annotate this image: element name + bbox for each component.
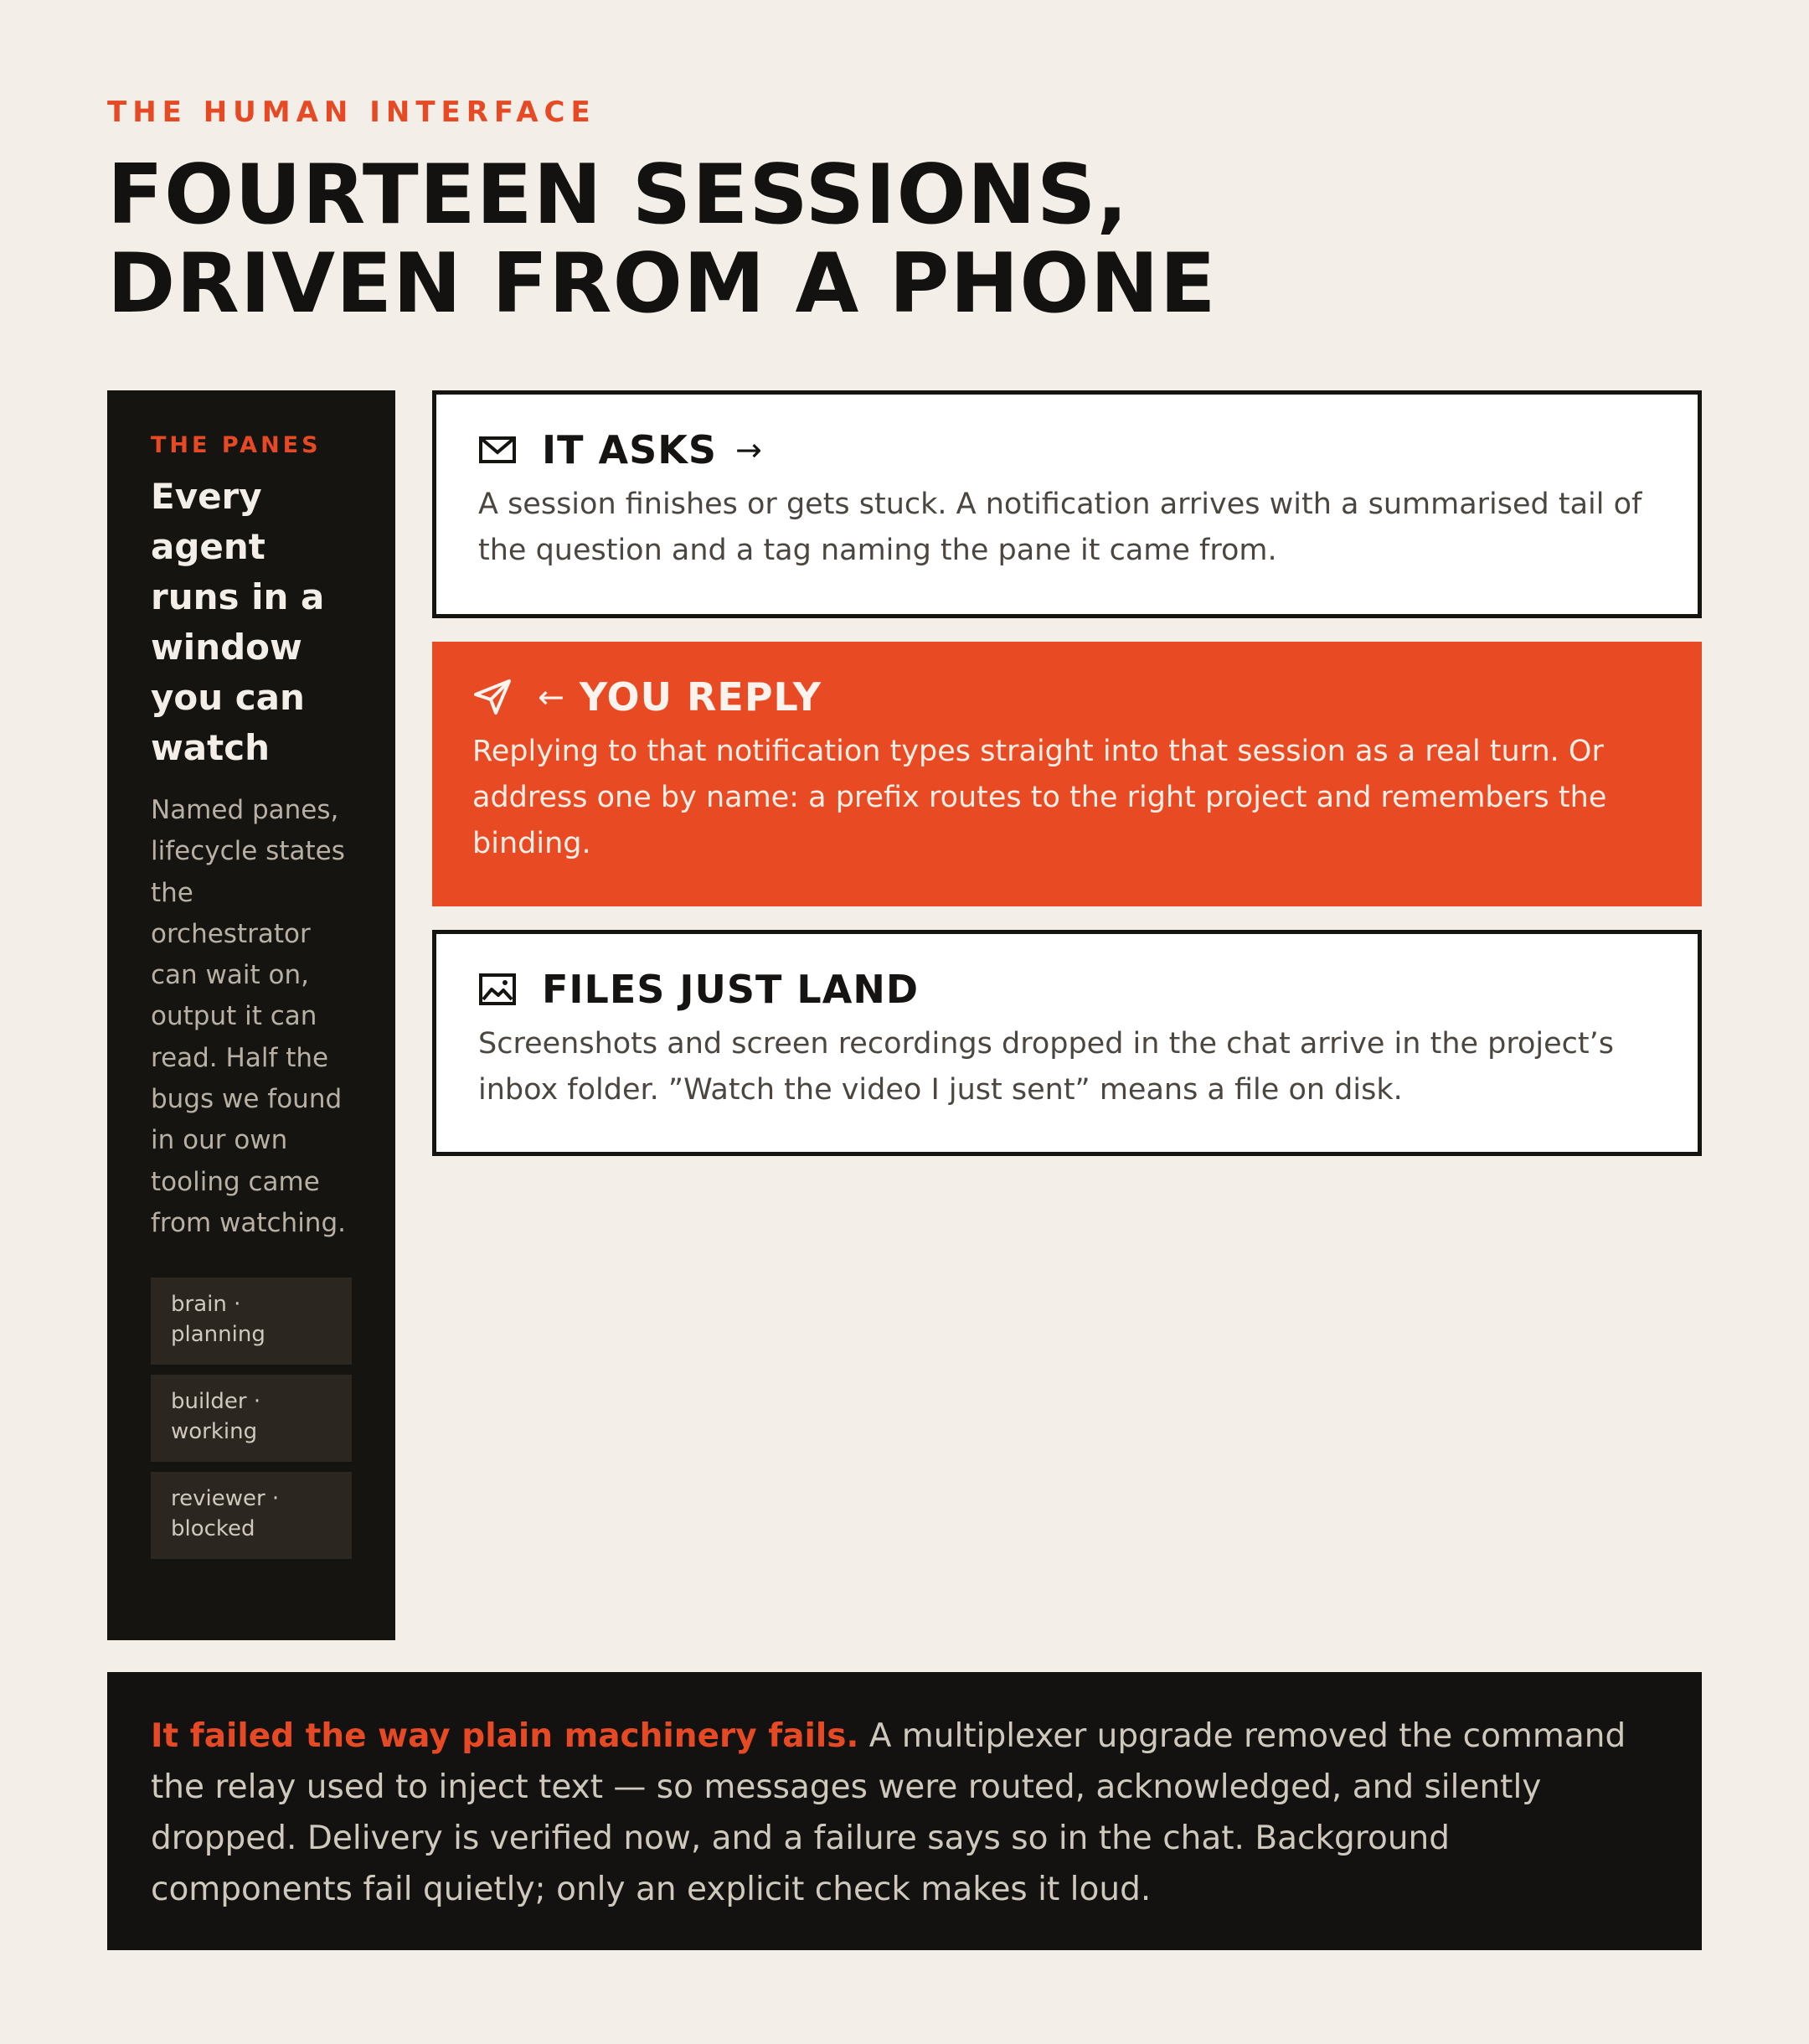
card-files-just-land [432,930,1702,1156]
failure-note-text [151,1711,1658,1915]
failure-note-lead: It failed the way plain machinery fails. [151,1717,859,1755]
pane-tag-builder: builder · working [151,1375,352,1462]
card-it-asks-title: IT ASKS [542,427,718,472]
sidebar-heading: Every agent runs in a window you can watch [151,476,325,768]
failure-note [107,1672,1702,1950]
sidebar-eyebrow: THE PANES [151,432,322,458]
card-you-reply [432,642,1702,906]
page-title-line-1: FOURTEEN SESSIONS, [107,147,1129,243]
card-you-reply-title: YOU REPLY [579,674,822,720]
card-you-reply-body: Replying to that notification types straight into that session as a real turn. Or address one by name: a prefix routes to the right project and remembers the binding. [472,735,1607,860]
section-eyebrow: THE HUMAN INTERFACE [107,95,596,129]
card-it-asks-body: A session finishes or gets stuck. A notification arrives with a summarised tail of the question and a tag naming the pane it came from. [478,488,1642,567]
image-icon [478,973,517,1006]
failure-note-body: A multiplexer upgrade removed the command the relay used to inject text — so messages were routed, acknowledged, and silently dropped. Delivery is verified now, and a failure says so in the chat. Background components fail quietly; only an explicit check makes it loud. [151,1717,1626,1908]
card-it-asks [432,390,1702,618]
page-title-line-2: DRIVEN FROM A PHONE [107,236,1217,332]
card-you-reply-header [472,672,1660,722]
pane-tag-brain: brain · planning [151,1278,352,1365]
arrow-right-icon: → [735,431,762,468]
panes-sidebar [107,390,395,1640]
card-files-title: FILES JUST LAND [542,967,920,1012]
pane-tag-reviewer: reviewer · blocked [151,1472,352,1559]
send-icon [472,678,513,716]
card-files-body: Screenshots and screen recordings dropped in the chat arrive in the project’s inbox folder. ”Watch the video I just sent” means a file on disk. [478,1027,1614,1107]
mail-icon [478,435,517,465]
page-title [107,147,1698,332]
card-files-header [478,964,1656,1014]
card-it-asks-header [478,425,1656,475]
sidebar-body: Named panes, lifecycle states the orchestrator can wait on, output it can read. Half the bugs we found in our own tooling came from watching. [151,795,346,1238]
arrow-left-icon: ← [538,679,564,715]
